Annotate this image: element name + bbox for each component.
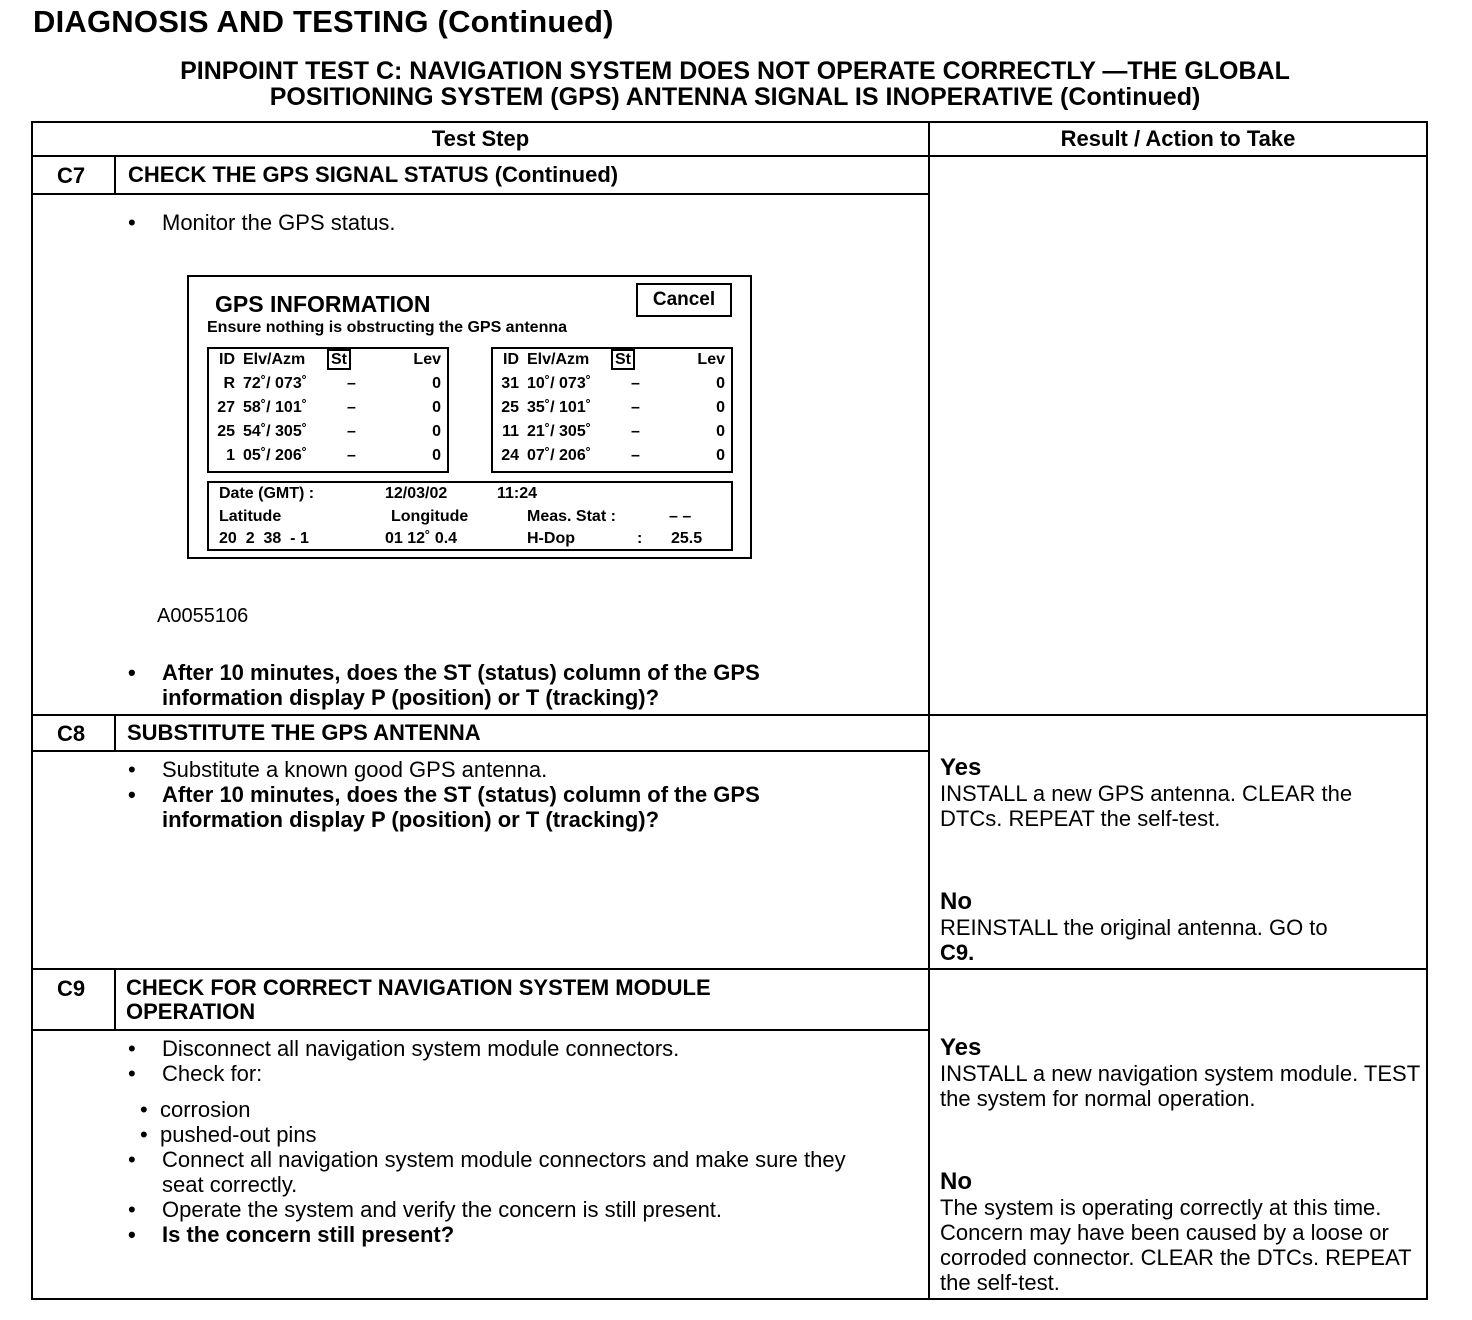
c7-question: • After 10 minutes, does the ST (status) column of the GPS information display P (position) or T (tracking)? (124, 660, 884, 710)
sat-status: – (631, 399, 640, 416)
c8-result-no (940, 889, 1418, 965)
satellite-row (209, 399, 447, 423)
col-id-label: ID (219, 351, 235, 368)
yes-label: Yes (940, 754, 982, 781)
figure-id: A0055106 (157, 605, 249, 627)
sat-level: 0 (716, 399, 725, 416)
c8-result-yes (940, 755, 1418, 831)
c9-sub-corrosion: • corrosion (140, 1097, 864, 1122)
c7-question-list (124, 660, 884, 710)
col-st-label: St (327, 349, 351, 370)
header-divider (31, 155, 1428, 157)
sat-elv-azm: 07˚/ 206˚ (527, 447, 592, 464)
sat-elv-azm: 54˚/ 305˚ (243, 423, 308, 440)
yes-action: INSTALL a new GPS antenna. CLEAR the DTCs. REPEAT the self-test. (940, 781, 1353, 831)
meas-stat-label: Meas. Stat : (527, 508, 616, 525)
col-lev-label: Lev (697, 351, 725, 368)
c7-bullet-monitor: • Monitor the GPS status. (124, 210, 914, 235)
sat-elv-azm: 58˚/ 101˚ (243, 399, 308, 416)
cancel-button[interactable]: Cancel (636, 283, 732, 317)
satellite-panel-left (207, 347, 449, 473)
sat-id: 1 (226, 447, 235, 464)
sat-id: 25 (501, 399, 519, 416)
hdop-label: H-Dop (527, 530, 575, 547)
yes-action: INSTALL a new navigation system module. TEST the system for normal operation. (940, 1061, 1420, 1111)
sat-elv-azm: 35˚/ 101˚ (527, 399, 592, 416)
sat-level: 0 (432, 447, 441, 464)
step-id-c7: C7 (57, 163, 86, 188)
col-elv-label: Elv/Azm (527, 351, 590, 368)
table-border-right (1426, 121, 1428, 1300)
sat-elv-azm: 05˚/ 206˚ (243, 447, 308, 464)
sat-elv-azm: 72˚/ 073˚ (243, 375, 308, 392)
step-title-c7: CHECK THE GPS SIGNAL STATUS (Continued) (128, 162, 619, 187)
sat-id: R (223, 375, 235, 392)
no-label: No (940, 888, 972, 915)
sat-status: – (347, 399, 356, 416)
satellite-row (209, 423, 447, 447)
sat-elv-azm: 10˚/ 073˚ (527, 375, 592, 392)
table-border-left (31, 121, 33, 1300)
c8-question: • After 10 minutes, does the ST (status) column of the GPS information display P (position) or T (tracking)? (124, 782, 884, 832)
step-id-c8: C8 (57, 721, 86, 746)
sat-status: – (631, 447, 640, 464)
table-border-top (31, 121, 1428, 123)
satellite-row (209, 447, 447, 471)
c9-question: • Is the concern still present? (124, 1222, 864, 1247)
c7-id-divider (114, 155, 116, 194)
step-title-c8: SUBSTITUTE THE GPS ANTENNA (127, 720, 481, 745)
date-value: 12/03/02 (385, 485, 448, 502)
sat-id: 31 (501, 375, 519, 392)
date-label: Date (GMT) : (219, 485, 315, 502)
no-label: No (940, 1168, 972, 1195)
sat-level: 0 (716, 423, 725, 440)
header-test-step: Test Step (431, 126, 530, 151)
gps-info-panel (207, 481, 733, 551)
col-st-wrap (327, 351, 351, 369)
c8-bullet-substitute: • Substitute a known good GPS antenna. (124, 757, 884, 782)
sat-level: 0 (716, 375, 725, 392)
satellite-header-left (209, 351, 447, 375)
sat-level: 0 (716, 447, 725, 464)
col-lev-label: Lev (413, 351, 441, 368)
satellite-panel-right (491, 347, 733, 473)
c9-bullet-check (124, 1061, 864, 1147)
sat-level: 0 (432, 423, 441, 440)
c9-check-for-text: Check for: (162, 1061, 263, 1086)
column-divider (928, 121, 930, 1300)
step-id-c9: C9 (57, 976, 86, 1001)
sat-id: 25 (217, 423, 235, 440)
no-action-text: REINSTALL the original antenna. GO to (940, 915, 1328, 940)
col-id-label: ID (503, 351, 519, 368)
no-action (940, 915, 1418, 965)
latitude-value: 20 2 38 - 1 (219, 530, 309, 547)
yes-label: Yes (940, 1034, 982, 1061)
pinpoint-test-title (90, 58, 1380, 110)
c9-id-divider (114, 968, 116, 1031)
gps-warning-text: Ensure nothing is obstructing the GPS antenna (207, 319, 568, 336)
satellite-row (493, 399, 731, 423)
sat-status: – (347, 375, 356, 392)
sat-status: – (347, 447, 356, 464)
gps-screen-title: GPS INFORMATION (215, 291, 431, 317)
step-title-c9-line-1: CHECK FOR CORRECT NAVIGATION SYSTEM MODULE (126, 975, 711, 1000)
c9-step-list (124, 1036, 864, 1247)
sat-status: – (631, 375, 640, 392)
sat-id: 24 (501, 447, 519, 464)
c7-bottom-divider (31, 714, 1428, 716)
no-action: The system is operating correctly at this time. Concern may have been caused by a loose or corroded connector. CLEAR the DTCs. REPEAT the self-test. (940, 1195, 1412, 1295)
sat-id: 27 (217, 399, 235, 416)
sat-id: 11 (502, 423, 519, 440)
table-border-bottom (31, 1298, 1428, 1300)
step-title-c9 (126, 976, 711, 1024)
c7-step-list (124, 210, 914, 235)
c8-bottom-divider (31, 968, 1428, 970)
c9-title-divider (31, 1029, 930, 1031)
test-title-line-1: PINPOINT TEST C: NAVIGATION SYSTEM DOES NOT OPERATE CORRECTLY —THE GLOBAL (180, 57, 1290, 85)
latitude-label: Latitude (219, 508, 282, 525)
c9-result-yes (940, 1035, 1422, 1111)
hdop-value: 25.5 (671, 530, 703, 547)
sat-level: 0 (432, 399, 441, 416)
c9-bullet-operate: • Operate the system and verify the concern is still present. (124, 1197, 864, 1222)
satellite-row (493, 447, 731, 471)
longitude-value: 01 12˚ 0.4 (385, 530, 458, 547)
c7-title-divider (31, 193, 930, 195)
sat-status: – (631, 423, 640, 440)
c9-bullet-connect: • Connect all navigation system module connectors and make sure they seat correctly. (124, 1147, 864, 1197)
col-st-wrap (611, 351, 635, 369)
c8-step-list (124, 757, 884, 832)
goto-c9-link[interactable]: C9. (940, 940, 975, 965)
satellite-row (493, 375, 731, 399)
longitude-label: Longitude (391, 508, 469, 525)
hdop-separator: : (637, 530, 643, 547)
page-title: DIAGNOSIS AND TESTING (Continued) (33, 4, 614, 39)
c9-sub-pins: • pushed-out pins (140, 1122, 864, 1147)
header-result: Result / Action to Take (1060, 126, 1296, 151)
c9-bullet-disconnect: • Disconnect all navigation system module connectors. (124, 1036, 864, 1061)
satellite-header-right (493, 351, 731, 375)
satellite-row (493, 423, 731, 447)
sat-level: 0 (432, 375, 441, 392)
c9-check-sublist (140, 1097, 864, 1147)
meas-stat-value: – – (669, 508, 692, 525)
step-title-c9-line-2: OPERATION (126, 999, 256, 1024)
sat-elv-azm: 21˚/ 305˚ (527, 423, 592, 440)
c8-title-divider (31, 750, 930, 752)
gps-information-screen (187, 275, 752, 559)
satellite-row (209, 375, 447, 399)
test-title-line-2: POSITIONING SYSTEM (GPS) ANTENNA SIGNAL IS INOPERATIVE (Continued) (269, 83, 1201, 111)
c8-id-divider (114, 714, 116, 752)
col-st-label: St (611, 349, 635, 370)
time-value: 11:24 (497, 485, 538, 502)
c9-result-no (940, 1169, 1424, 1295)
sat-status: – (347, 423, 356, 440)
col-elv-label: Elv/Azm (243, 351, 306, 368)
